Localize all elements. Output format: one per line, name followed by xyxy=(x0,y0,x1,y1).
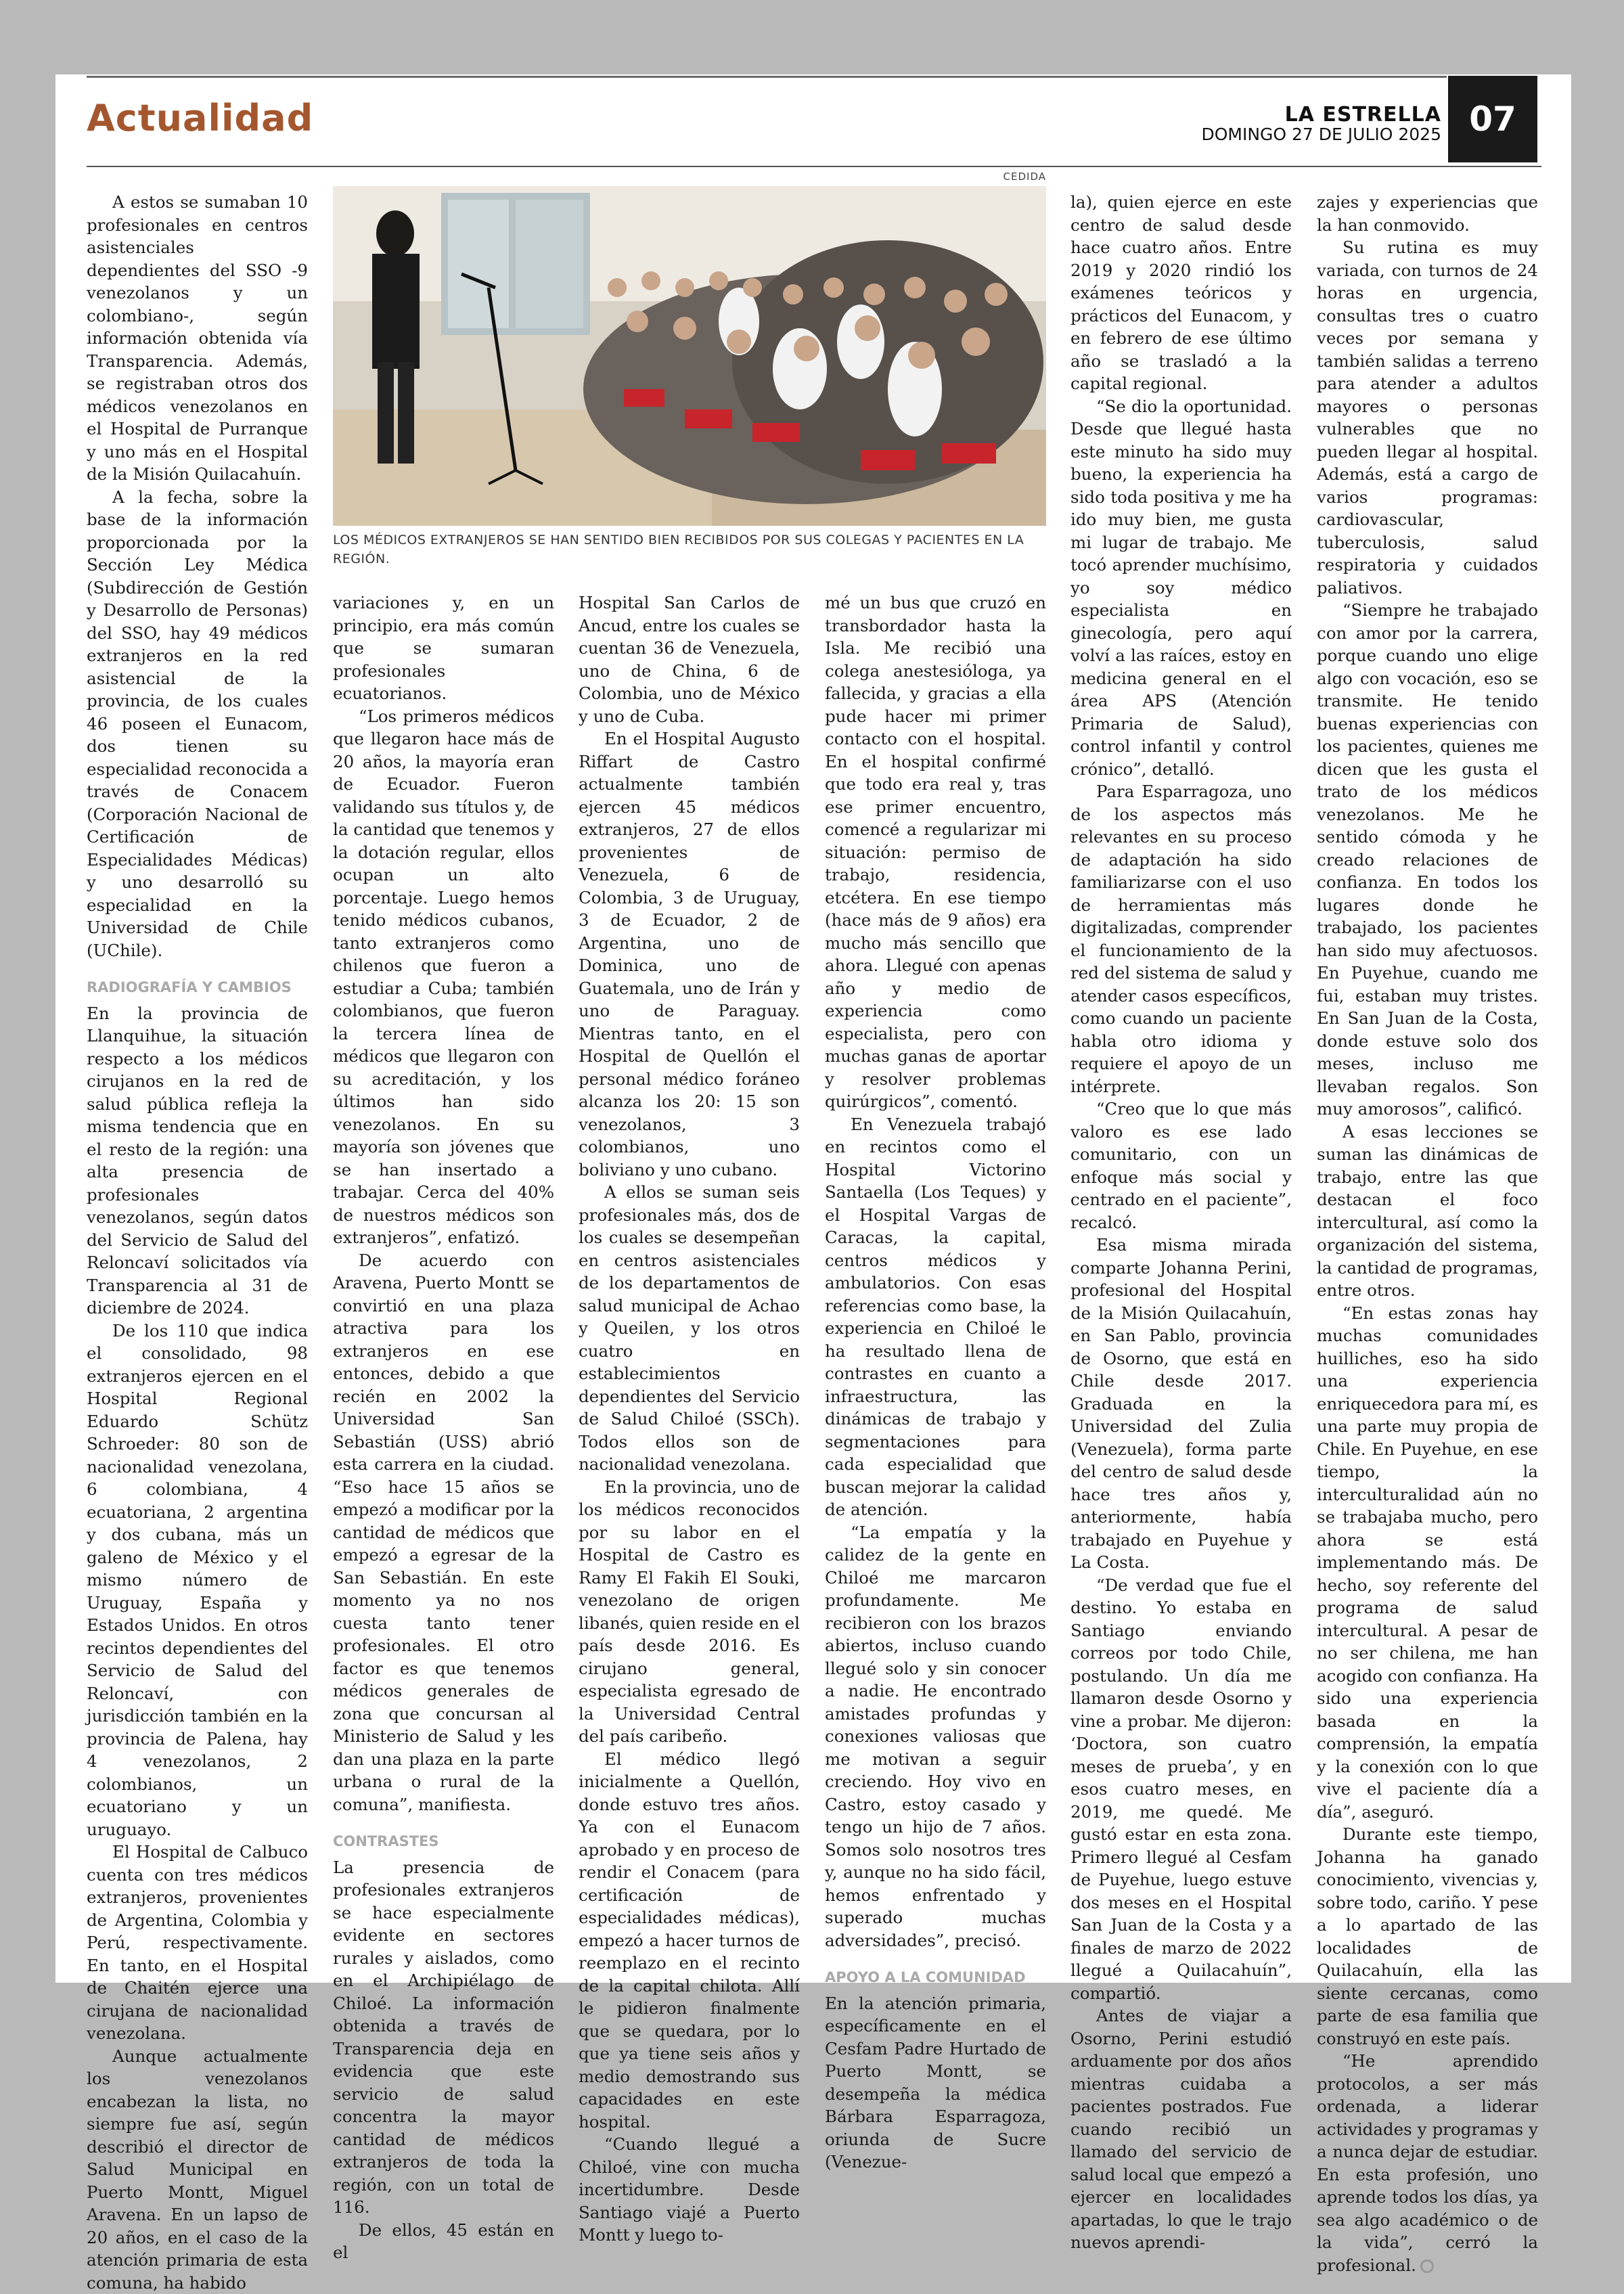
paragraph: De acuerdo con Aravena, Puerto Montt se convirtió en una plaza atractiva para los extranjeros en ese entonces, debido a que recién en 2002 la Universidad San Sebastián (USS) abrió esta carrera en la ciudad. “Eso hace 15 años se empezó a modificar por la cantidad de médicos que empezó a egresar de la San Sebastián. En este momento ya no nos cuesta tanto tener profesionales. El otro factor es que tenemos médicos generales de zona que concursan al Ministerio de Salud y les dan una plaza en la parte urbana o rural de la comuna”, manifiesta. xyxy=(333,1249,554,1816)
paragraph: De ellos, 45 están en el xyxy=(333,2219,554,2264)
photo-illustration xyxy=(333,186,1046,526)
paragraph: variaciones y, en un principio, era más común que se sumaran profesionales ecuatorianos. xyxy=(333,591,554,705)
paragraph: Esa misma mirada comparte Johanna Perini, profesional del Hospital de la Misión Quilacahuín, en San Pablo, provincia de Osorno, que está en Chile desde 2017. Graduada en la Universidad del Zulia (Venezuela), forma parte del centro de salud desde hace tres años y, anteriormente, había trabajado en Puyehue y La Costa. xyxy=(1070,1234,1292,1574)
paragraph: “De verdad que fue el destino. Yo estaba en Santiago enviando correos por todo Chile, postulando. Un día me llamaron desde Osorno y vine a probar. Me dijeron: ‘Doctora, son cuatro meses de prueba’, y en esos cuatro meses, en 2019, me quedé. Me gustó estar en esta zona. Primero llegué al Cesfam de Puyehue, luego estuve dos meses en el Hospital San Juan de la Costa y a finales de marzo de 2022 llegué a Quilacahuín”, compartió. xyxy=(1070,1574,1292,2005)
article-column-4 xyxy=(825,591,1046,2174)
paragraph: Durante este tiempo, Johanna ha ganado conocimiento, vivencias y, sobre todo, cariño. Y pese a lo apartado de las localidades de Quilacahuín, ella las siente cercanas, como parte de esa familia que construyó en este país. xyxy=(1317,1823,1538,2050)
paragraph: A estos se sumaban 10 profesionales en centros asistenciales dependientes del SSO -9 venezolanos y un colombiano-, según información obtenida vía Transparencia. Además, se registraban otros dos médicos venezolanos en el Hospital de Purranque y uno más en el Hospital de la Misión Quilacahuín. xyxy=(87,191,308,486)
paragraph: “Siempre he trabajado con amor por la carrera, porque cuando uno elige algo con vocación, eso se transmite. He tenido buenas experiencias con los pacientes, quienes me dicen que les gusta el trato de los médicos venezolanos. Me he sentido cómoda y he creado relaciones de confianza. En todos los lugares donde he trabajado, los pacientes han sido muy afectuosos. En Puyehue, cuando me fui, estaban muy tristes. En San Juan de la Costa, donde estuve solo dos meses, incluso me llevaban regalos. Son muy amorosos”, calificó. xyxy=(1317,599,1538,1121)
paragraph: A la fecha, sobre la base de la información proporcionada por la Sección Ley Médica (Subdirección de Gestión y Desarrollo de Personas) del SSO, hay 49 médicos extranjeros en la red asistencial de la provincia, de los cuales 46 poseen el Eunacom, dos tienen su especialidad reconocida a través de Conacem (Corporación Nacional de Certificación de Especialidades Médicas) y uno desarrolló su especialidad en la Universidad de Chile (UChile). xyxy=(87,486,308,962)
paragraph: En la provincia de Llanquihue, la situación respecto a los médicos cirujanos en la red de salud pública refleja la misma tendencia que en el resto de la región: una alta presencia de profesionales venezolanos, según datos del Servicio de Salud del Reloncaví solicitados vía Transparencia al 31 de diciembre de 2024. xyxy=(87,1002,308,1320)
paragraph: A ellos se suman seis profesionales más, dos de los cuales se desempeñan en centros asistenciales de los departamentos de salud municipal de Achao y Queilen, y los otros cuatro en establecimientos dependientes del Servicio de Salud Chiloé (SSCh). Todos ellos son de nacionalidad venezolana. xyxy=(579,1181,800,1476)
paragraph: “Creo que lo que más valoro es ese lado comunitario, con un enfoque más social y centrado en el paciente”, recalcó. xyxy=(1070,1098,1292,1234)
paragraph: A esas lecciones se suman las dinámicas de trabajo, entre las que destacan el foco intercultural, así como la organización del sistema, la cantidad de programas, entre otros. xyxy=(1317,1121,1538,1302)
paragraph: El médico llegó inicialmente a Quellón, donde estuvo tres años. Ya con el Eunacom aprobado y en proceso de rendir el Conacem (para certificación de especialidades médicas), empezó a hacer turnos de reemplazo en el recinto de la capital chilota. Allí le pidieron finalmente que se quedara, por lo que ya tiene seis años y medio demostrando sus capacidades en este hospital. xyxy=(579,1748,800,2134)
article-column-3 xyxy=(579,591,800,2247)
top-rule xyxy=(87,166,1541,167)
paragraph: zajes y experiencias que la han conmovido. xyxy=(1317,191,1538,236)
paragraph: la), quien ejerce en este centro de salud desde hace cuatro años. Entre 2019 y 2020 rindió los exámenes teóricos y prácticos del Eunacom, y en febrero de ese último año se trasladó a la capital regional. xyxy=(1070,191,1292,395)
paragraph: La presencia de profesionales extranjeros se hace especialmente evidente en sectores rurales y aislados, como en el Archipiélago de Chiloé. La información obtenida a través de Transparencia deja en evidencia que este servicio de salud concentra la mayor cantidad de médicos extranjeros de toda la región, con un total de 116. xyxy=(333,1856,554,2219)
paragraph: Aunque actualmente los venezolanos encabezan la lista, no siempre fue así, según describió el director de Salud Municipal en Puerto Montt, Miguel Aravena. En un lapso de 20 años, en el caso de la atención primaria de esta comuna, ha habido xyxy=(87,2045,308,2294)
photo-caption: LOS MÉDICOS EXTRANJEROS SE HAN SENTIDO BIEN RECIBIDOS POR SUS COLEGAS Y PACIENTES EN LA REGIÓN. xyxy=(333,531,1046,568)
paragraph: Para Esparragoza, uno de los aspectos más relevantes en su proceso de adaptación ha sido familiarizarse con el uso de herramientas más digitalizadas, comprender el funcionamiento de la red del sistema de salud y atender casos específicos, como cuando un paciente habla otro idioma y requiere el apoyo de un intérprete. xyxy=(1070,780,1292,1098)
article-column-1 xyxy=(87,191,308,2294)
paragraph: “La empatía y la calidez de la gente en Chiloé me marcaron profundamente. Me recibieron con los brazos abiertos, incluso cuando llegué solo y sin conocer a nadie. He encontrado amistades profundas y conexiones valiosas que me motivan a seguir creciendo. Hoy vivo en Castro, estoy casado y tengo un hijo de 7 años. Somos solo nosotros tres y, aunque no ha sido fácil, hemos enfrentado y superado muchas adversidades”, precisó. xyxy=(825,1521,1046,1952)
paragraph: “Cuando llegué a Chiloé, vine con mucha incertidumbre. Desde Santiago viajé a Puerto Montt y luego to- xyxy=(579,2133,800,2247)
subheading: RADIOGRAFÍA Y CAMBIOS xyxy=(87,976,308,999)
paragraph: El Hospital de Calbuco cuenta con tres médicos extranjeros, provenientes de Argentina, Colombia y Perú, respectivamente. En tanto, en el Hospital de Chaitén ejerce una cirujana de nacionalidad venezolana. xyxy=(87,1841,308,2045)
subheading: CONTRASTES xyxy=(333,1830,554,1853)
paragraph: “Se dio la oportunidad. Desde que llegué hasta este minuto ha sido muy bueno, la experiencia ha sido toda positiva y me ha ido muy bien, me gusta mi lugar de trabajo. Me tocó aprender muchísimo, yo soy médico especialista en ginecología, pero aquí volví a las raíces, estoy en medicina general en el área APS (Atención Primaria de Salud), control infantil y control crónico”, detalló. xyxy=(1070,395,1292,781)
subheading: APOYO A LA COMUNIDAD xyxy=(825,1966,1046,1989)
section-title: Actualidad xyxy=(87,97,313,139)
paragraph: Hospital San Carlos de Ancud, entre los cuales se cuentan 36 de Venezuela, uno de China, 6 de Colombia, uno de México y uno de Cuba. xyxy=(579,591,800,727)
article-column-5 xyxy=(1070,191,1292,2254)
end-mark-icon xyxy=(1420,2259,1434,2273)
paragraph: “Los primeros médicos que llegaron hace más de 20 años, la mayoría eran de Ecuador. Fueron validando sus títulos y, de la cantidad que tenemos y la dotación regular, ellos ocupan un alto porcentaje. Luego hemos tenido médicos cubanos, tanto extranjeros como chilenos que fueron a estudiar a Cuba; también colombianos, que fueron la tercera línea de médicos que llegaron con su acreditación, y los últimos han sido venezolanos. En su mayoría son jóvenes que se han insertado a trabajar. Cerca del 40% de nuestros médicos son extranjeros”, enfatizó. xyxy=(333,705,554,1249)
paragraph: En la atención primaria, específicamente en el Cesfam Padre Hurtado de Puerto Montt, se desempeña la médica Bárbara Esparragoza, oriunda de Sucre (Venezue- xyxy=(825,1992,1046,2174)
paragraph: “En estas zonas hay muchas comunidades huilliches, eso ha sido una experiencia enriquecedora para mí, es una parte muy propia de Chile. En Puyehue, en ese tiempo, la interculturalidad aún no se trabajaba mucho, pero ahora se está implementando más. De hecho, soy referente del programa de salud intercultural. A pesar de no ser chilena, me han acogido con confianza. Ha sido una experiencia basada en la comprensión, la empatía y la conexión con lo que vive el paciente día a día”, aseguró. xyxy=(1317,1302,1538,1824)
paragraph: En el Hospital Augusto Riffart de Castro actualmente también ejercen 45 médicos extranjeros, 27 de ellos provenientes de Venezuela, 6 de Colombia, 3 de Uruguay, 3 de Ecuador, 2 de Argentina, uno de Dominica, uno de Guatemala, uno de Irán y uno de Paraguay. Mientras tanto, en el Hospital de Quellón el personal médico foráneo alcanza los 20: 15 son venezolanos, 3 colombianos, uno boliviano y uno cubano. xyxy=(579,727,800,1181)
article-column-6 xyxy=(1317,191,1538,2276)
article-column-2 xyxy=(333,591,554,2264)
header-rule xyxy=(87,76,1447,78)
paragraph: Antes de viajar a Osorno, Perini estudió arduamente por dos años mientras cuidaba a pacientes postrados. Fue cuando recibió un llamado del servicio de salud local que empezó a ejercer en localidades apartadas, lo que le trajo nuevos aprendi- xyxy=(1070,2004,1292,2254)
paragraph: Su rutina es muy variada, con turnos de 24 horas en urgencia, consultas tres o cuatro veces por semana y también salidas a terreno para atender a adultos mayores o personas vulnerables que no pueden llegar al hospital. Además, está a cargo de varios programas: cardiovascular, tuberculosis, salud respiratoria y cuidados paliativos. xyxy=(1317,236,1538,599)
article-photo xyxy=(333,186,1046,526)
paragraph: De los 110 que indica el consolidado, 98 extranjeros ejercen en el Hospital Regional Eduardo Schütz Schroeder: 80 son de nacionalidad venezolana, 6 colombiana, 4 ecuatoriana, 2 argentina y dos cubana, más un galeno de México y el mismo número de Uruguay, España y Estados Unidos. En otros recintos dependientes del Servicio de Salud del Reloncaví, con jurisdicción también en la provincia de Palena, hay 4 venezolanos, 2 colombianos, un ecuatoriano y un uruguayo. xyxy=(87,1320,308,1841)
page-number: 07 xyxy=(1448,76,1537,162)
paragraph-final xyxy=(1317,2050,1538,2276)
paragraph-text: “He aprendido protocolos, a ser más ordenada, a liderar actividades y programas y a nunca dejar de estudiar. En esta profesión, uno aprende todos los días, ya sea algo académico o de la vida”, cerró la profesional. xyxy=(1317,2051,1538,2275)
paragraph: En la provincia, uno de los médicos reconocidos por su labor en el Hospital de Castro es Ramy El Fakih El Souki, venezolano de origen libanés, quien reside en el país desde 2016. Es cirujano general, especialista egresado de la Universidad Central del país caribeño. xyxy=(579,1476,800,1748)
photo-credit: CEDIDA xyxy=(961,171,1046,183)
issue-date: DOMINGO 27 DE JULIO 2025 xyxy=(1201,125,1441,144)
newspaper-name: LA ESTRELLA xyxy=(1285,103,1441,127)
paragraph: mé un bus que cruzó en transbordador hasta la Isla. Me recibió una colega anestesióloga, ya fallecida, y gracias a ella pude hacer mi primer contacto con el hospital. En el hospital confirmé que todo era real y, tras ese primer encuentro, comencé a regularizar mi situación: permiso de trabajo, residencia, etcétera. En ese tiempo (hace más de 9 años) era mucho más sencillo que ahora. Llegué con apenas año y medio de experiencia como especialista, pero con muchas ganas de aportar y resolver problemas quirúrgicos”, comentó. xyxy=(825,591,1046,1113)
paragraph: En Venezuela trabajó en recintos como el Hospital Victorino Santaella (Los Teques) y el Hospital Vargas de Caracas, la capital, centros médicos y ambulatorios. Con esas referencias como base, la experiencia en Chiloé le ha resultado llena de contrastes en cuanto a infraestructura, las dinámicas de trabajo y segmentaciones para cada especialidad que buscan mejorar la calidad de atención. xyxy=(825,1113,1046,1521)
